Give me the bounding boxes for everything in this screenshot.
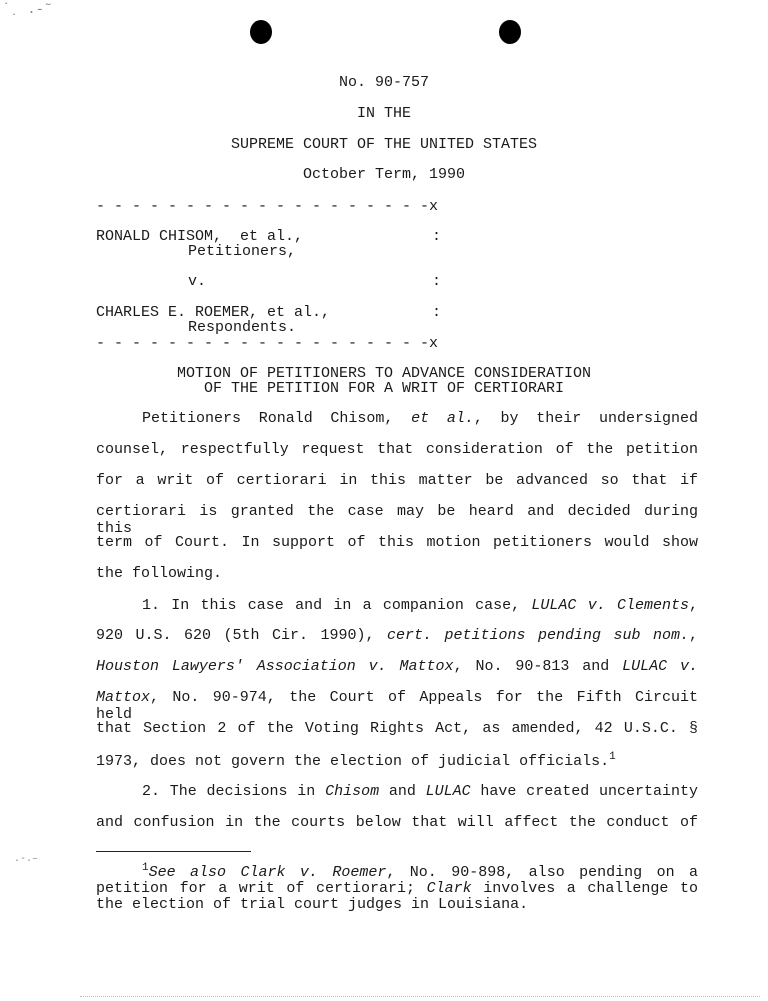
scan-mark: .-.– <box>14 854 39 865</box>
case-number: No. 90-757 <box>338 74 429 91</box>
in-the-heading: IN THE <box>356 105 411 122</box>
body-line: Petitioners Ronald Chisom, et al., by their undersigned <box>142 410 698 427</box>
punch-hole-right <box>499 20 521 44</box>
body-line: 1973, does not govern the election of judicial officials.$^1$ <box>96 751 616 770</box>
versus: v. <box>188 273 207 290</box>
body-line: Mattox, No. 90-974, the Court of Appeals for the Fifth Circuit held <box>96 689 698 723</box>
respondent-role: Respondents. <box>188 319 297 336</box>
footnote-mark: 1 <box>142 862 149 874</box>
body-line: counsel, respectfully request that consideration of the petition <box>96 441 698 458</box>
court-name: SUPREME COURT OF THE UNITED STATES <box>230 136 538 153</box>
caption-rule-top: - - - - - - - - - - - - - - - - - - -x <box>96 198 439 215</box>
term-heading: October Term, 1990 <box>302 166 466 183</box>
footnote-rule <box>96 851 251 852</box>
caption-rule-bottom: - - - - - - - - - - - - - - - - - - -x <box>96 335 439 352</box>
body-line: 2. The decisions in Chisom and LULAC have created uncertainty <box>142 783 698 800</box>
petitioner-role: Petitioners, <box>188 243 297 260</box>
punch-hole-left <box>250 20 272 44</box>
body-line: 920 U.S. 620 (5th Cir. 1990), cert. petitions pending sub nom., <box>96 627 698 644</box>
caption-colon: : <box>432 273 442 290</box>
scan-mark: ˙ ̣ .-˜ <box>2 2 53 18</box>
caption-colon: : <box>432 304 442 321</box>
body-line: term of Court. In support of this motion petitioners would show <box>96 534 698 551</box>
respondent-name: CHARLES E. ROEMER, et al., <box>96 304 331 321</box>
footnote: $^1$See also Clark v. Roemer, No. 90-898, also pending on a petition for a writ of certiorari; Clark involves a challenge to the election of trial court judges in Louisiana. <box>96 862 698 913</box>
motion-title-line2: OF THE PETITION FOR A WRIT OF CERTIORARI <box>203 380 565 397</box>
body-line: for a writ of certiorari in this matter be advanced so that if <box>96 472 698 489</box>
caption-colon: : <box>432 228 442 245</box>
body-line: certiorari is granted the case may be heard and decided during this <box>96 503 698 537</box>
petitioner-name: RONALD CHISOM, et al., <box>96 228 304 245</box>
body-line: 1. In this case and in a companion case, LULAC v. Clements, <box>142 597 698 614</box>
motion-title-line1: MOTION OF PETITIONERS TO ADVANCE CONSIDERATION <box>176 365 592 382</box>
body-line: that Section 2 of the Voting Rights Act, as amended, 42 U.S.C. § <box>96 720 698 737</box>
body-line: the following. <box>96 565 223 582</box>
scan-edge <box>80 996 760 997</box>
body-line: and confusion in the courts below that will affect the conduct of <box>96 814 698 831</box>
footnote-reference: 1 <box>609 751 616 763</box>
body-line: Houston Lawyers' Association v. Mattox, No. 90-813 and LULAC v. <box>96 658 698 675</box>
